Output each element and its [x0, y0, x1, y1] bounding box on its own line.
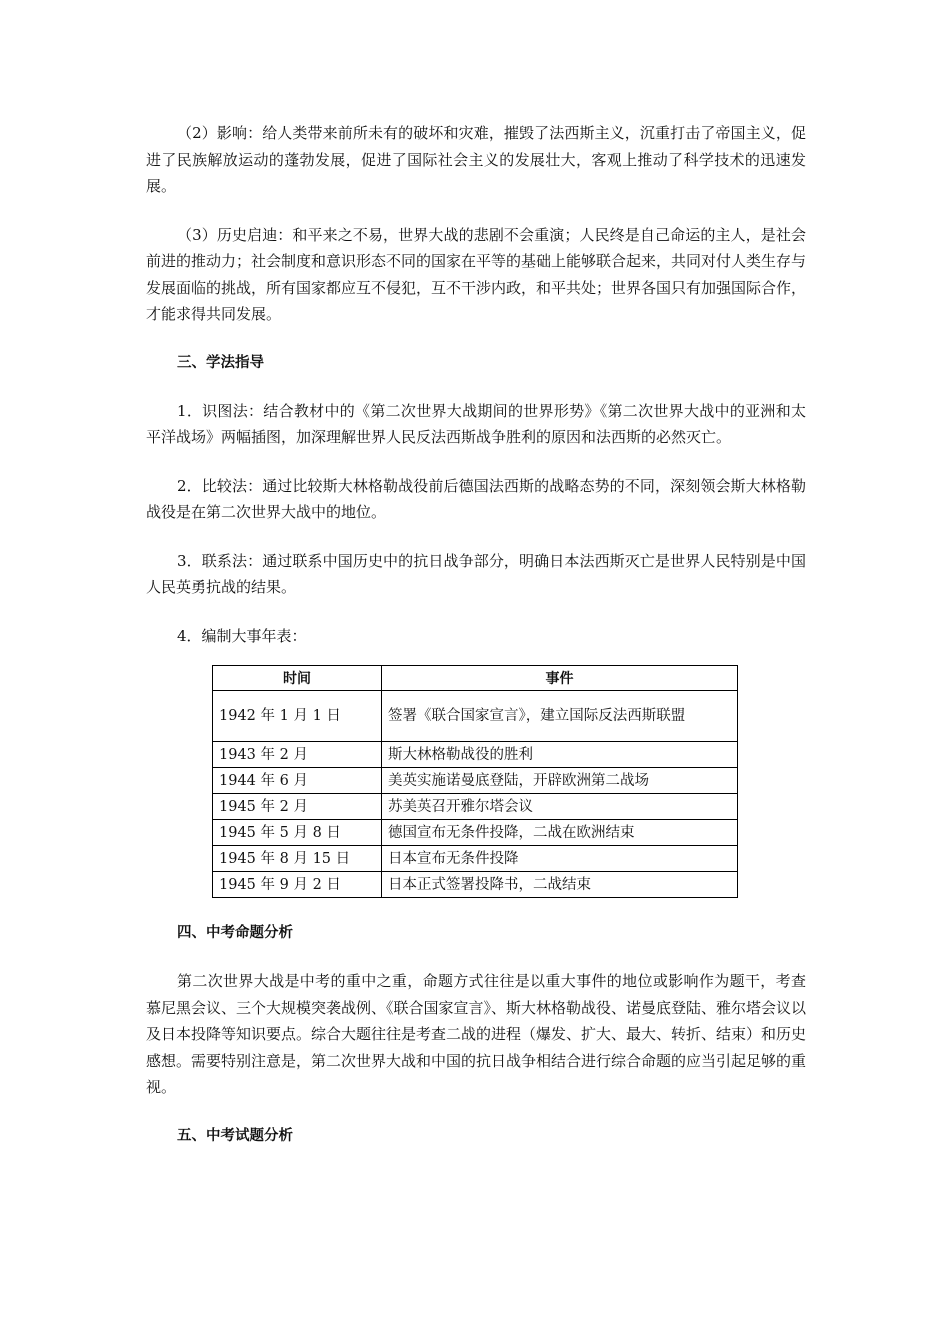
table-cell-time: 1943 年 2 月: [213, 742, 382, 768]
table-cell-time: 1945 年 5 月 8 日: [213, 820, 382, 846]
table-cell-event: 美英实施诺曼底登陆，开辟欧洲第二战场: [382, 768, 738, 794]
table-row: [213, 846, 738, 872]
table-cell-event: 德国宣布无条件投降，二战在欧洲结束: [382, 820, 738, 846]
table-cell-time: 1944 年 6 月: [213, 768, 382, 794]
influence-paragraph: （2）影响：给人类带来前所未有的破坏和灾难，摧毁了法西斯主义，沉重打击了帝国主义，促进了民族解放运动的蓬勃发展，促进了国际社会主义的发展壮大，客观上推动了科学技术的迅速发展。: [146, 124, 806, 195]
table-header-event: 事件: [382, 666, 738, 691]
table-cell-time: 1942 年 1 月 1 日: [213, 691, 382, 742]
table-cell-time: 1945 年 9 月 2 日: [213, 872, 382, 898]
method-item-connection: 3．联系法：通过联系中国历史中的抗日战争部分，明确日本法西斯灭亡是世界人民特别是中国人民英勇抗战的结果。: [146, 551, 806, 596]
table-cell-event: 日本正式签署投降书，二战结束: [382, 872, 738, 898]
chronology-table: [212, 665, 738, 898]
section-heading-study-methods: 三、学法指导: [177, 354, 264, 371]
document-page: [146, 120, 806, 1149]
table-row: [213, 742, 738, 768]
table-cell-time: 1945 年 2 月: [213, 794, 382, 820]
table-cell-time: 1945 年 8 月 15 日: [213, 846, 382, 872]
enlightenment-paragraph: （3）历史启迪：和平来之不易，世界大战的悲剧不会重演；人民终是自己命运的主人，是社会前进的推动力；社会制度和意识形态不同的国家在平等的基础上能够联合起来，共同对付人类生存与发展面临的挑战，所有国家都应互不侵犯，互不干涉内政，和平共处；世界各国只有加强国际合作，才能求得共同发展。: [146, 225, 807, 323]
table-cell-event: 日本宣布无条件投降: [382, 846, 738, 872]
table-cell-event: 苏美英召开雅尔塔会议: [382, 794, 738, 820]
section-heading-exam-questions: 五、中考试题分析: [177, 1127, 293, 1144]
table-row: [213, 794, 738, 820]
table-header-time: 时间: [213, 666, 382, 691]
method-item-chronology: 4．编制大事年表：: [177, 626, 307, 645]
table-cell-event: 签署《联合国家宣言》，建立国际反法西斯联盟: [382, 691, 738, 742]
table-row: [213, 691, 738, 742]
exam-analysis-paragraph: 第二次世界大战是中考的重中之重，命题方式往往是以重大事件的地位或影响作为题干，考查慕尼黑会议、三个大规模突袭战例、《联合国家宣言》、斯大林格勒战役、诺曼底登陆、雅尔塔会议以及日本投降等知识要点。综合大题往往是考查二战的进程（爆发、扩大、最大、转折、结束）和历史感想。需要特别注意是，第二次世界大战和中国的抗日战争相结合进行综合命题的应当引起足够的重视。: [146, 972, 807, 1096]
table-cell-event: 斯大林格勒战役的胜利: [382, 742, 738, 768]
table-row: [213, 872, 738, 898]
section-heading-exam-analysis: 四、中考命题分析: [177, 925, 293, 941]
method-item-comparison: 2．比较法：通过比较斯大林格勒战役前后德国法西斯的战略态势的不同，深刻领会斯大林格勒战役是在第二次世界大战中的地位。: [146, 476, 806, 521]
table-header-row: [213, 666, 738, 691]
table-row: [213, 768, 738, 794]
table-row: [213, 820, 738, 846]
method-item-map-reading: 1．识图法：结合教材中的《第二次世界大战期间的世界形势》《第二次世界大战中的亚洲和太平洋战场》两幅插图，加深理解世界人民反法西斯战争胜利的原因和法西斯的必然灭亡。: [146, 401, 806, 446]
